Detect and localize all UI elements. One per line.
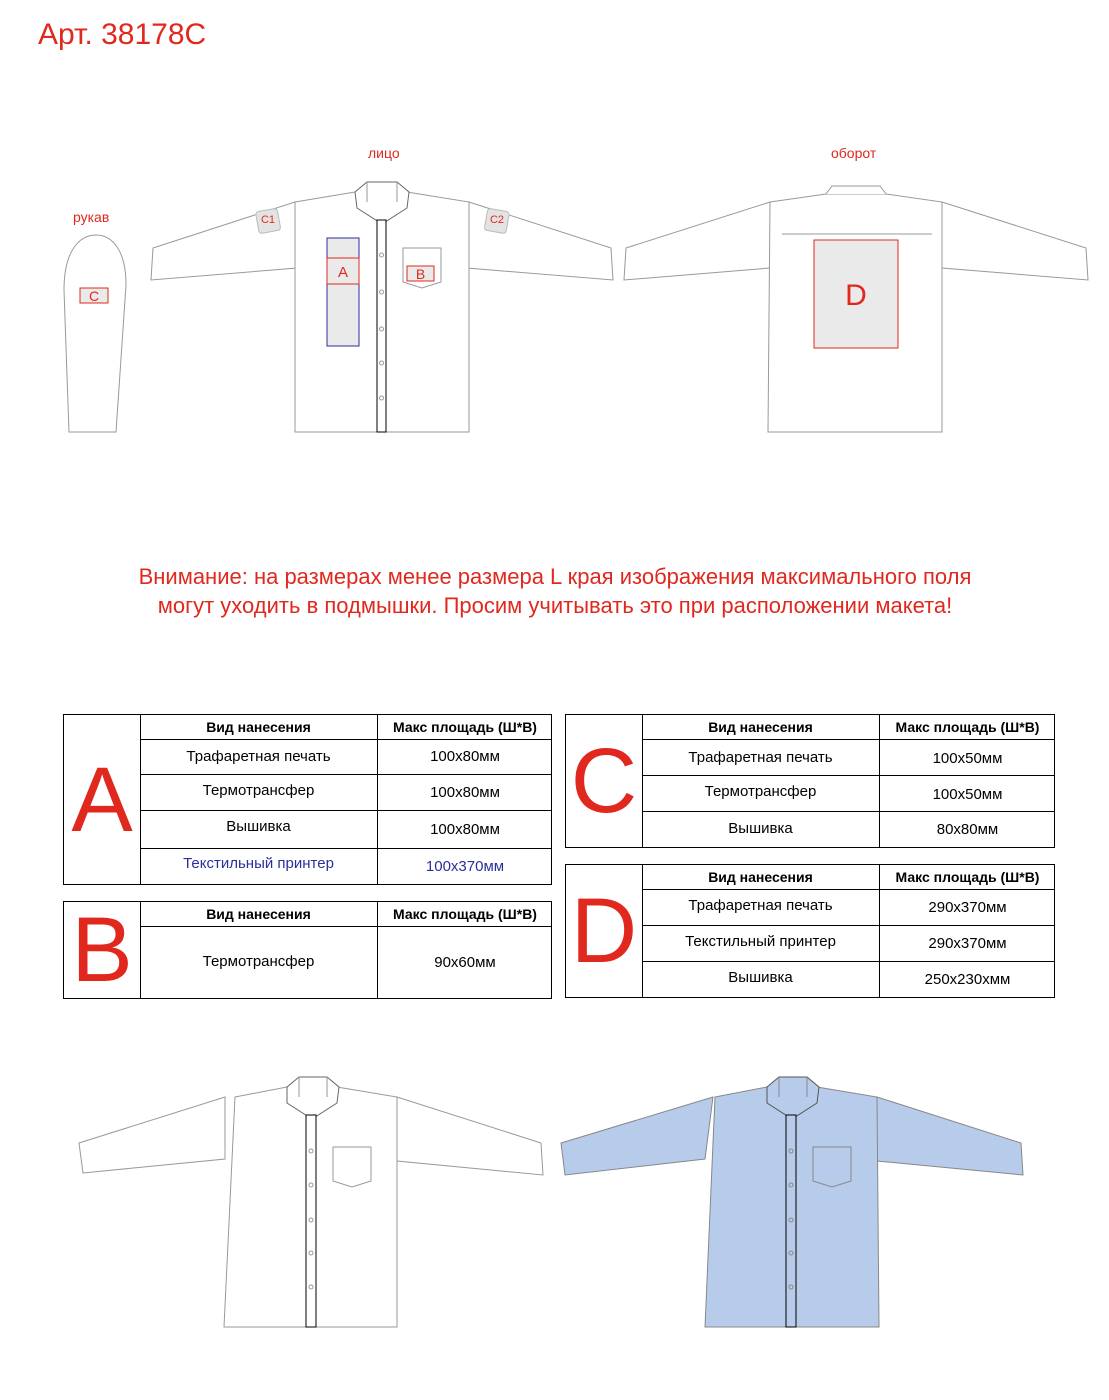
table-a-letter: A [64, 715, 141, 884]
table-d-row-2-method: Текстильный принтер [685, 932, 836, 950]
table-c-header-area: Макс площадь (Ш*В) [895, 719, 1040, 735]
size-warning-line1: Внимание: на размерах менее размера L края изображения максимального поля [138, 564, 972, 589]
table-zone-b [63, 901, 552, 999]
table-a-row-3-method: Вышивка [226, 817, 291, 835]
table-b-header-method: Вид нанесения [206, 906, 311, 922]
table-c-row-2-area: 100x50мм [932, 785, 1003, 803]
table-c-row-2-method: Термотрансфер [704, 782, 817, 800]
table-a-row-1-area: 100x80мм [430, 748, 500, 765]
table-a-header-area: Макс площадь (Ш*В) [393, 719, 537, 735]
table-d-row-2-area: 290x370мм [928, 934, 1007, 952]
table-a-row-4-area: 100x370мм [425, 857, 505, 875]
zone-a [327, 238, 359, 346]
table-c-row-1-method: Трафаретная печать [688, 748, 833, 766]
front-shirt-drawing [145, 180, 620, 438]
table-a-row-2-area: 100x80мм [430, 783, 500, 801]
table-d-letter: D [566, 865, 643, 997]
table-a-header-method: Вид нанесения [206, 719, 311, 735]
zone-a-label: A [337, 264, 349, 281]
sleeve-view-label: рукав [73, 209, 110, 225]
back-shirt-drawing [620, 180, 1095, 438]
table-c-letter: C [566, 715, 643, 847]
size-warning-line2: могут уходить в подмышки. Просим учитывать это при расположении макета! [157, 593, 953, 618]
white-shirt-pocket [333, 1147, 371, 1187]
table-c-row-3-method: Вышивка [728, 819, 793, 837]
article-title: Арт. 38178C [38, 18, 207, 51]
size-warning [40, 562, 1070, 620]
table-a-row-2-method: Термотрансфер [202, 781, 315, 799]
blue-shirt-pocket [813, 1147, 851, 1187]
table-d-row-1-method: Трафаретная печать [688, 896, 833, 914]
white-shirt-placket [306, 1115, 316, 1327]
blue-shirt-preview [555, 1075, 1027, 1331]
table-zone-d [565, 864, 1055, 998]
front-view-label: лицо [368, 145, 400, 161]
table-b-row-1-method: Термотрансфер [202, 952, 315, 970]
table-d-row-3-method: Вышивка [728, 968, 793, 986]
zone-c1-label: C1 [260, 214, 276, 226]
zone-d-label: D [845, 279, 867, 312]
table-c-row-3-area: 80x80мм [936, 820, 999, 838]
table-a-row-1-method: Трафаретная печать [186, 748, 331, 765]
table-zone-c [565, 714, 1055, 848]
table-d-row-3-area: 250x230xмм [924, 970, 1011, 988]
table-b-row-1-area: 90x60мм [434, 953, 496, 971]
zone-c2-label: C2 [489, 214, 505, 226]
table-d-row-1-area: 290x370мм [928, 898, 1007, 916]
back-view-label: оборот [831, 145, 877, 161]
table-c-row-1-area: 100x50мм [932, 749, 1003, 767]
white-shirt-preview [75, 1075, 547, 1331]
table-a-row-3-area: 100x80мм [430, 820, 500, 838]
table-d-header-area: Макс площадь (Ш*В) [895, 869, 1040, 885]
blue-shirt-placket [786, 1115, 796, 1327]
table-d-header-method: Вид нанесения [708, 869, 813, 885]
zone-c-sleeve-label: C [88, 288, 100, 304]
table-b-letter: B [64, 902, 141, 998]
table-a-row-4-method: Текстильный принтер [183, 854, 334, 872]
sleeve-drawing [60, 230, 132, 440]
zone-b-label: B [415, 266, 426, 282]
table-zone-a [63, 714, 552, 885]
table-c-header-method: Вид нанесения [708, 719, 813, 735]
table-b-header-area: Макс площадь (Ш*В) [393, 906, 537, 922]
